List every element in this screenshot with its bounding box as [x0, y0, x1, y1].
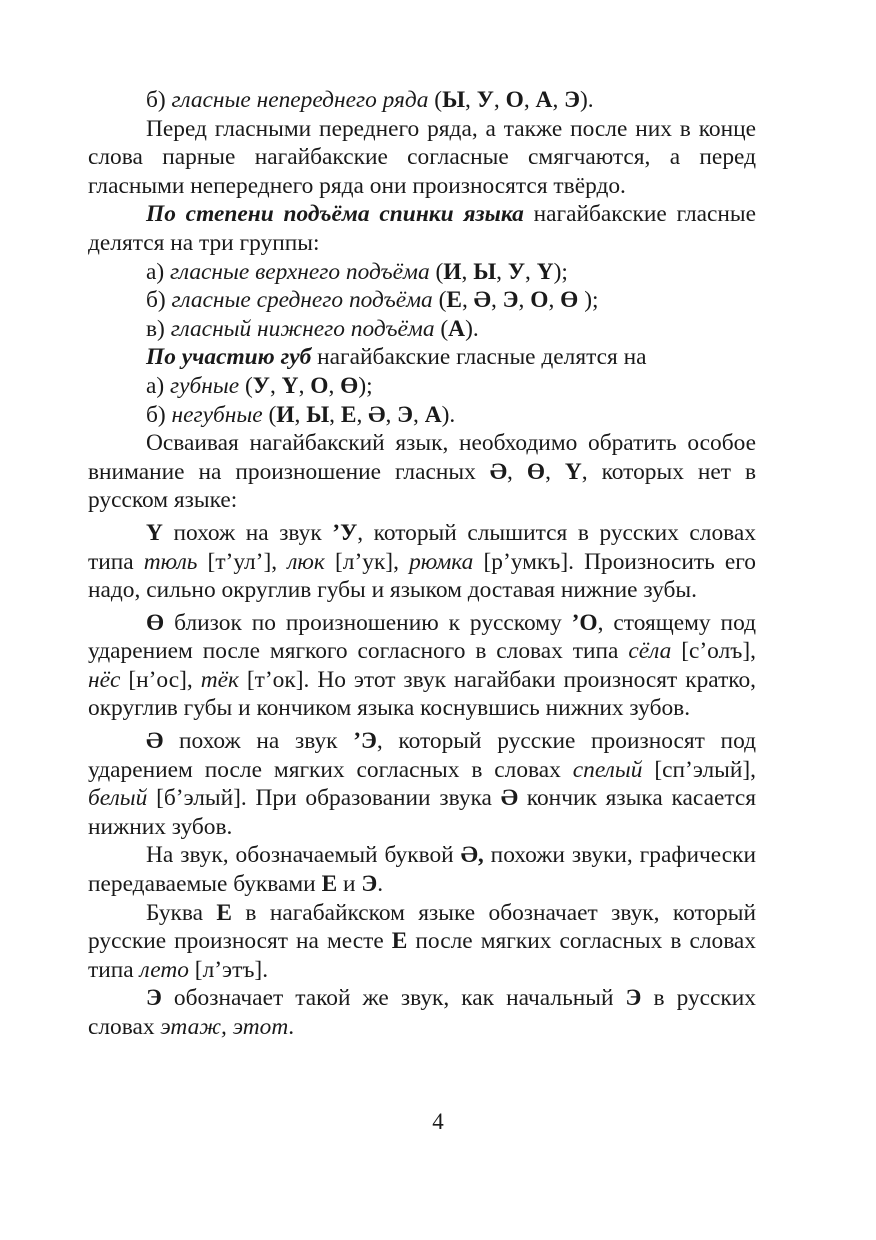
paragraph: [88, 86, 756, 115]
text-run: Ө: [526, 458, 546, 485]
text-run: [сп’элый],: [642, 756, 756, 783]
paragraph: [88, 727, 756, 841]
text-run: (: [434, 315, 449, 342]
text-run: );: [358, 372, 373, 399]
text-run: спелый: [572, 756, 643, 783]
paragraph: [88, 609, 756, 723]
text-run: близок по произношению к русскому: [164, 609, 572, 636]
text-run: А: [424, 401, 442, 428]
text-run: Ә,: [460, 842, 484, 869]
paragraph: [88, 343, 756, 372]
text-run: Ә: [500, 785, 519, 812]
text-run: Э: [361, 871, 378, 898]
text-run: ,: [329, 401, 341, 428]
text-run: Ү: [536, 258, 554, 285]
text-run: О: [505, 87, 524, 113]
text-run: А: [535, 87, 553, 113]
text-run: Ә: [489, 458, 508, 485]
page-body: [88, 86, 756, 1042]
paragraph: [88, 401, 756, 430]
text-run: ,: [545, 458, 565, 485]
text-run: ,: [328, 372, 341, 399]
text-run: На звук, обозначаемый буквой: [146, 842, 461, 869]
text-run: б): [146, 287, 172, 314]
text-run: б): [146, 401, 172, 428]
text-run: (: [428, 87, 443, 113]
text-run: ’О: [571, 609, 598, 636]
text-run: ,: [385, 401, 398, 428]
text-run: ,: [496, 258, 508, 285]
text-run: ).: [465, 315, 479, 342]
text-run: (: [262, 401, 277, 428]
paragraph: [88, 372, 756, 401]
text-run: лето: [139, 956, 189, 983]
paragraph: [88, 115, 756, 201]
text-run: ).: [441, 401, 456, 428]
text-run: [т’ул’],: [197, 548, 288, 575]
text-run: А: [448, 315, 466, 342]
text-run: нёс: [88, 666, 121, 693]
paragraph: [88, 984, 756, 1041]
text-run: Э: [397, 401, 414, 428]
paragraph: [88, 286, 756, 315]
text-run: ,: [413, 401, 425, 428]
text-run: Ә: [146, 728, 164, 755]
text-run: ,: [461, 258, 474, 285]
text-run: Э: [146, 985, 162, 1012]
text-run: );: [553, 258, 568, 285]
text-run: б): [146, 87, 172, 113]
text-run: а): [146, 258, 171, 285]
text-run: Е: [216, 899, 233, 926]
text-run: Э: [625, 985, 642, 1012]
text-run: и: [337, 871, 362, 898]
text-run: По степени подъёма спинки языка: [146, 201, 524, 228]
text-run: ,: [548, 287, 561, 314]
text-run: гласные непереднего ряда: [171, 87, 429, 113]
text-run: ,: [461, 287, 474, 314]
text-run: , стоящему под ударением после мягкого согласного в словах типа: [88, 609, 756, 665]
text-run: (: [429, 258, 444, 285]
text-run: ,: [525, 258, 537, 285]
text-run: ,: [518, 287, 531, 314]
paragraph: [88, 841, 756, 898]
text-run: Ү: [564, 458, 582, 485]
text-run: тюль: [143, 548, 198, 575]
text-run: гласный нижнего подъёма: [170, 315, 435, 342]
text-run: в нагабайкском языке обозначает звук, который русские произносят на месте: [88, 899, 756, 955]
text-run: гласные среднего подъёма: [171, 287, 433, 314]
text-run: Перед гласными переднего ряда, а также после них в конце слова парные нагайбакские согласные смягчаются, а перед гласными непереднего ряда они произносятся твёрдо.: [88, 115, 756, 199]
text-run: похожи звуки, графически передаваемые буквами: [88, 842, 757, 898]
text-run: О: [530, 287, 549, 314]
text-run: Ө: [146, 609, 165, 636]
text-run: , который русские произносят под ударением после мягких согласных в словах: [88, 728, 757, 783]
text-run: У: [476, 87, 494, 113]
text-run: Э: [502, 287, 519, 314]
text-run: ).: [580, 87, 594, 113]
text-run: [р’умкъ]. Произносить его надо, сильно округлив губы и языком доставая нижние зубы.: [88, 548, 756, 604]
text-run: .: [377, 871, 384, 898]
text-run: Е: [340, 401, 357, 428]
text-run: [т’ок]. Но этот звук нагайбаки произносят кратко, округлив губы и кончиком языка коснувшись нижних зубов.: [88, 666, 757, 722]
text-run: обозначает такой же звук, как начальный: [161, 985, 626, 1012]
text-run: И: [276, 401, 295, 428]
text-run: , которых нет в русском языке:: [88, 458, 756, 514]
text-run: этаж, этот: [160, 1014, 289, 1040]
text-run: Ү: [281, 372, 299, 399]
text-run: нагайбакские гласные делятся на: [311, 344, 647, 371]
text-run: [л’этъ].: [188, 956, 269, 983]
text-run: похож на звук: [163, 728, 354, 755]
text-run: Ә: [473, 287, 491, 314]
text-run: Э: [564, 87, 581, 113]
text-run: кончик языка касается нижних зубов.: [88, 785, 757, 840]
text-run: Ө: [560, 287, 579, 314]
text-run: гласные верхнего подъёма: [170, 258, 430, 285]
text-run: Ы: [442, 87, 466, 113]
paragraph: [88, 429, 756, 515]
text-run: Ү: [146, 519, 163, 546]
text-run: тёк: [200, 666, 239, 693]
text-run: Е: [321, 871, 338, 898]
text-run: сёла: [628, 638, 672, 665]
text-run: Ө: [340, 372, 359, 399]
text-run: похож на звук: [162, 519, 333, 546]
text-run: , который слышится в русских словах типа: [88, 519, 756, 575]
text-run: Е: [446, 287, 462, 314]
text-run: ,: [523, 87, 536, 113]
text-run: ’Э: [353, 728, 377, 755]
text-run: .: [288, 1014, 295, 1040]
text-run: [н’ос],: [120, 666, 201, 693]
text-run: [л’ук],: [324, 548, 410, 575]
paragraph: [88, 200, 756, 257]
page-number: 4: [432, 1109, 444, 1134]
text-run: в): [146, 315, 171, 342]
text-run: Осваивая нагайбакский язык, необходимо обратить особое внимание на произношение гласных: [88, 430, 756, 485]
text-run: Е: [391, 928, 408, 955]
text-run: ,: [356, 401, 369, 428]
text-run: ,: [269, 372, 282, 399]
text-run: а): [146, 372, 171, 399]
text-run: [б’элый]. При образовании звука: [147, 785, 501, 812]
text-run: белый: [88, 785, 148, 812]
text-run: нагайбакские гласные делятся на три группы:: [88, 201, 756, 256]
text-run: По участию губ: [146, 344, 312, 371]
text-run: И: [443, 258, 462, 285]
text-run: ,: [552, 87, 565, 113]
text-run: У: [507, 258, 526, 285]
text-run: Ы: [473, 258, 497, 285]
text-run: негубные: [171, 401, 263, 428]
paragraph: [88, 258, 756, 287]
text-run: ,: [294, 401, 307, 428]
text-run: после мягких согласных в словах типа: [88, 928, 757, 983]
text-run: ,: [507, 458, 527, 485]
text-run: О: [310, 372, 329, 399]
paragraph: [88, 899, 756, 985]
text-run: ,: [490, 287, 503, 314]
text-run: в русских словах: [88, 985, 756, 1040]
text-run: рюмка: [409, 548, 474, 575]
paragraph: [88, 519, 756, 605]
text-run: [с’олъ],: [671, 638, 756, 665]
text-run: Ә: [368, 401, 386, 428]
text-run: (: [239, 372, 253, 399]
text-run: люк: [287, 548, 325, 575]
text-run: Буква: [146, 899, 217, 926]
text-run: ,: [493, 87, 506, 113]
paragraph: [88, 315, 756, 344]
text-run: ’У: [332, 519, 358, 546]
text-run: Ы: [306, 401, 330, 428]
text-run: ,: [298, 372, 311, 399]
text-run: У: [252, 372, 270, 399]
text-run: (: [432, 287, 447, 314]
text-run: губные: [170, 372, 240, 399]
text-run: ,: [465, 87, 477, 113]
text-run: );: [578, 287, 599, 314]
